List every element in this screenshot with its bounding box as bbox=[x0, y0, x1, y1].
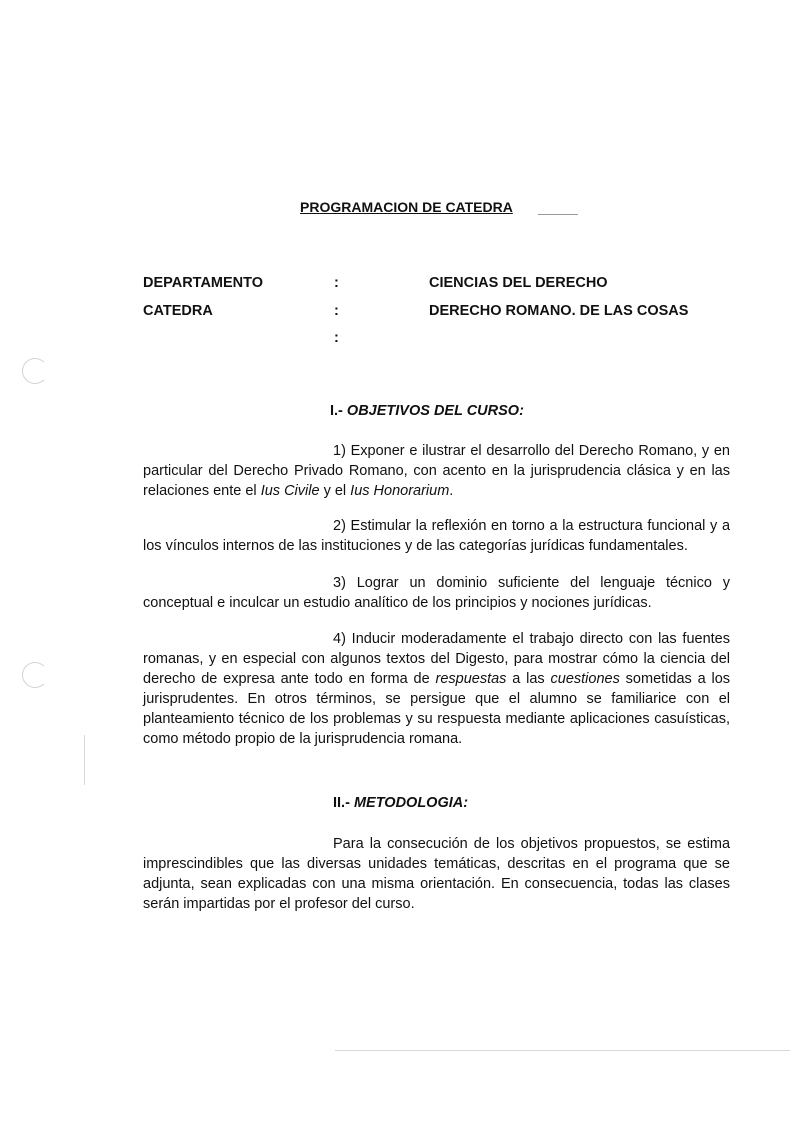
section-heading-metodologia bbox=[333, 795, 468, 811]
scan-edge-line bbox=[335, 1050, 790, 1051]
info-separator: : bbox=[334, 330, 339, 346]
info-separator: : bbox=[334, 275, 339, 291]
section-title: OBJETIVOS DEL CURSO: bbox=[346, 403, 524, 419]
document-title: PROGRAMACION DE CATEDRA bbox=[300, 199, 513, 215]
objective-3: 3) Lograr un dominio suficiente del lenguaje técnico y conceptual e inculcar un estudio analítico de los principios y nociones jurídicas. bbox=[143, 575, 730, 611]
objective-lead: 2) Estimular la reflexión en torno a la estructura funcional bbox=[333, 518, 706, 534]
section-heading-objetivos bbox=[330, 403, 524, 419]
info-value: DERECHO ROMANO. DE LAS COSAS bbox=[429, 303, 689, 319]
metodologia-lead: Para la consecución de los objetivos propuestos, se bbox=[333, 836, 682, 852]
info-value: CIENCIAS DEL DERECHO bbox=[429, 275, 608, 291]
scan-edge-line bbox=[84, 735, 85, 785]
info-label: DEPARTAMENTO bbox=[143, 275, 264, 291]
objective-lead: 4) Inducir moderadamente el trabajo directo con las bbox=[333, 631, 677, 647]
section-number: II.- bbox=[333, 795, 350, 811]
objective-4: 4) Inducir moderadamente el trabajo directo con las fuentes romanas, y en especial con algunos textos del Digesto, para mostrar cómo la ciencia del derecho de expresa ante todo en forma de respuestas a las cuestiones sometidas a los jurisprudentes. En otros términos, se persigue que el alumno se familiarice con el planteamiento técnico de los problemas y su respuesta mediante aplicaciones casuísticas, como método propio de la jurisprudencia romana. bbox=[143, 631, 731, 747]
objective-2: 2) Estimular la reflexión en torno a la estructura funcional y a los vínculos internos de las instituciones y de las categorías jurídicas fundamentales. bbox=[143, 518, 731, 554]
objective-lead: 3) Lograr un dominio suficiente del lenguaje técnico y bbox=[333, 575, 730, 591]
punch-hole-mark bbox=[22, 662, 48, 688]
objective-lead: 1) Exponer e ilustrar el desarrollo del Derecho Romano, bbox=[333, 443, 698, 459]
section-title: METODOLOGIA: bbox=[353, 795, 469, 811]
punch-hole-mark bbox=[22, 358, 48, 384]
info-label: CATEDRA bbox=[143, 303, 213, 319]
section-number: I.- bbox=[330, 403, 343, 419]
metodologia-paragraph: Para la consecución de los objetivos propuestos, se estima imprescindibles que las diversas unidades temáticas, descritas en el programa que se adjunta, sean explicadas con una misma orientación. En consecuencia, todas las clases serán impartidas por el profesor del curso. bbox=[143, 836, 731, 912]
title-underline-extension bbox=[538, 214, 578, 215]
info-separator: : bbox=[334, 303, 339, 319]
objective-1: 1) Exponer e ilustrar el desarrollo del Derecho Romano, y en particular del Derecho Privado Romano, con acento en la jurisprudencia clásica y en las relaciones ente el Ius Civile y el Ius Honorarium. bbox=[143, 443, 730, 499]
